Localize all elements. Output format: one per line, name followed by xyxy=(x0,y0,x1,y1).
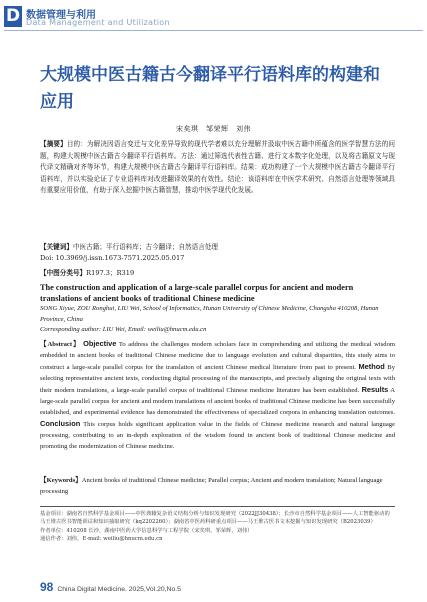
keywords-cn xyxy=(40,241,395,251)
funding-note: 基金项目：湖南省自然科学基金项目——中医典籍复杂语义结构分析与知识发现研究（2022JJ30438）；长沙市自然科学基金项目——人工智能驱动的马王堆古医书智能训诂和知识抽取研究（kq2202260）；湖南省中医药科研重点项目——马王堆古医书文本挖掘与知识发现研究（B2023039） xyxy=(40,511,390,526)
footnote-divider xyxy=(40,506,395,507)
article-title-en: The construction and application of a large-scale parallel corpus for ancient and modern translations of ancient books of traditional Chinese medicine xyxy=(40,283,354,303)
header-divider xyxy=(4,30,423,31)
section-logo: D xyxy=(5,6,21,26)
keywords-en-text: Ancient books of traditional Chinese medicine; Parallel corpus; Ancient and modern translation; Natural language processing xyxy=(40,477,383,495)
results-label: Results xyxy=(361,385,389,394)
page-footer xyxy=(40,578,395,596)
objective-text: To address the challenges modern scholars face in comprehending and utilizing the medical wisdom embedded in ancient books of traditional Chinese medicine due to language evolution and cultural disparities, this study aims to construct a large-scale parallel corpus for the translation of ancient Chinese medical literature from past to present. xyxy=(40,341,396,371)
classification-label: 【中图分类号】 xyxy=(40,269,87,277)
authors-cn: 宋矣琪 邹荣辉 刘伟 xyxy=(176,125,251,133)
footnotes xyxy=(40,510,395,544)
classification-text: R197.3；R319 xyxy=(86,269,135,277)
page-number: 98 xyxy=(40,580,54,594)
abstract-en-label: 【Abstract】 xyxy=(40,341,81,348)
abstract-cn-label: 【摘要】 xyxy=(40,140,67,148)
conclusion-label: Conclusion xyxy=(40,419,81,428)
article-title-cn: 大规模中医古籍古今翻译平行语料库的构建和应用 xyxy=(40,65,380,112)
abstract-cn-text: 目的：为解决因语言变迁与文化差异导致的现代学者难以充分理解并汲取中医古籍中所蕴含的医学智慧方法的问题，构建大规模中医古籍古今翻译平行语料库。方法：通过筛选代表性古籍、进行文本数字化处理，以及将古籍原文与现代译文精确对齐等环节，构建大规模中医古籍古今翻译平行语料库。结果：成功构建了一个大规模中医古籍古今翻译平行语料库，并以实验论证了专业语料库对改进翻译效果的有效性。结论：该语料库在中医学术研究、自然语言处理等领域具有重要应用价值，有助于深入挖掘中医古籍智慧，推动中医学现代化发展。 xyxy=(40,140,396,194)
keywords-cn-text: 中医古籍；平行语料库；古今翻译；自然语言处理 xyxy=(72,243,219,251)
objective-label: Objective xyxy=(83,339,117,348)
classification-cn xyxy=(40,267,395,277)
corresponding-note: 通信作者：刘伟，E-mail: weiliu@hnucm.edu.cn xyxy=(40,536,163,543)
keywords-en xyxy=(40,475,395,497)
method-text: By selecting representative ancient texts, conducting digital processing of the manuscripts, and precisely aligning the original texts with their modern translations, a large-scale parallel corpus of traditional Chinese medicine literature has been established. xyxy=(40,364,395,394)
journal-citation: China Digital Medicine. 2025,Vol.20,No.5 xyxy=(57,586,181,593)
affiliation-note: 作者单位：410208 长沙，湖南中医药大学信息科学与工程学院（宋矣琪，邹荣辉，刘伟） xyxy=(40,527,253,534)
section-title-cn: 数据管理与利用 xyxy=(26,10,96,21)
doi: Doi: 10.3969/j.issn.1673-7571.2025.05.017 xyxy=(40,254,185,262)
abstract-en xyxy=(40,338,395,452)
section-header xyxy=(4,6,423,36)
abstract-cn xyxy=(40,139,395,197)
conclusion-text: This corpus holds significant application value in the fields of Chinese medicine research and natural language processing, contributing to an in-depth exploration of the wisdom found in ancient book of traditional Chinese medicine and promoting the modernization of Chinese medicine. xyxy=(40,421,395,450)
corresponding-author-en: Corresponding author: LIU Wei, Email: weiliu@hnucm.edu.cn xyxy=(40,326,207,333)
section-title-en: Data Management and Utilization xyxy=(26,18,170,27)
keywords-cn-label: 【关键词】 xyxy=(40,243,73,251)
authors-en: SONG Xiyue, ZOU Ronghui, LIU Wei, School of Informatics, Hunan University of Chinese Medicine, Changsha 410208, Hunan Province, China xyxy=(40,305,379,323)
results-text: A large-scale parallel corpus for ancient and modern translations of ancient books of traditional Chinese medicine has been successfully established, and experimental evidence has demonstrated the effectiveness of specialized corpora in enhancing translation outcomes. xyxy=(40,387,395,416)
keywords-en-label: 【Keywords】 xyxy=(40,477,82,484)
method-label: Method xyxy=(358,362,385,371)
